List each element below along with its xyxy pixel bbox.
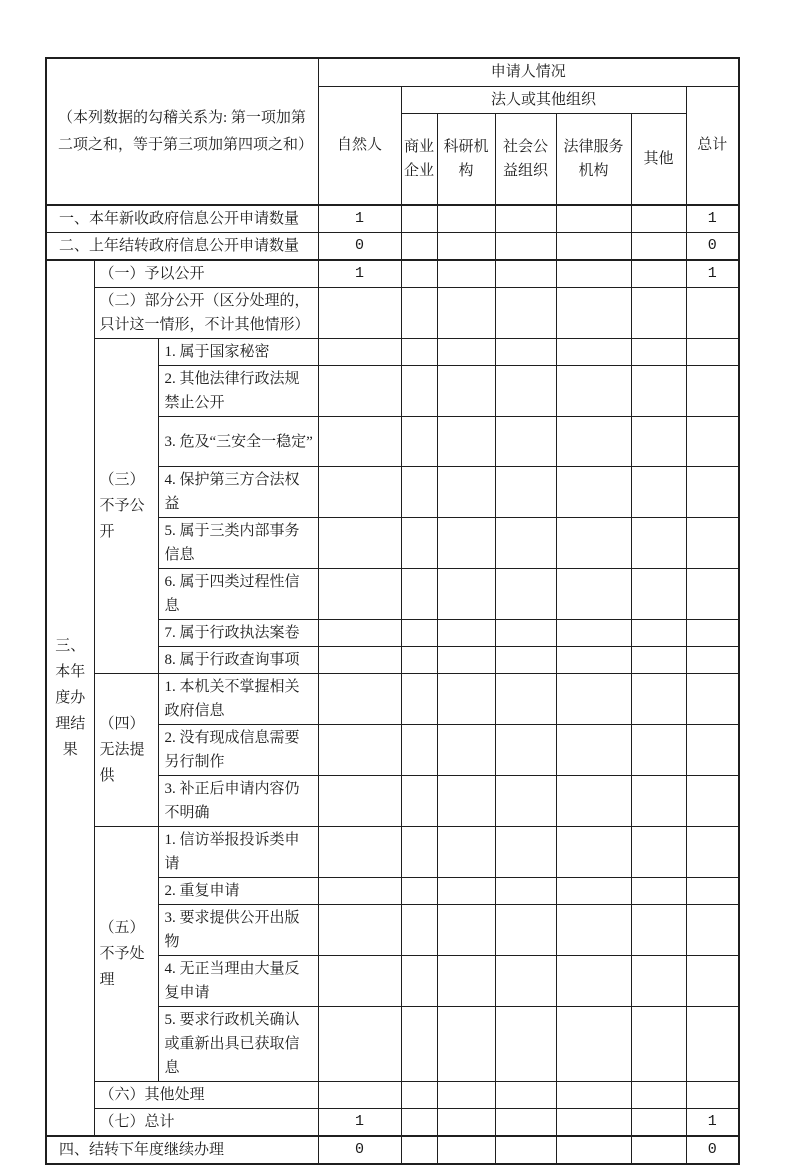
table-row [46,205,739,233]
header-legal-service: 法律服务机构 [556,113,631,205]
row-label: （七）总计 [94,1109,318,1137]
value-commercial [401,1109,437,1137]
value-research [437,1136,495,1164]
empty-cell [401,417,437,467]
table-row [46,1136,739,1164]
value-research [437,233,495,261]
row-label: 6. 属于四类过程性信息 [158,569,318,620]
table-row [46,674,739,725]
value-commercial [401,1136,437,1164]
row-label: 1. 属于国家秘密 [158,339,318,366]
row-label: 5. 属于三类内部事务信息 [158,518,318,569]
empty-cell [401,1082,437,1109]
row-label: 1. 本机关不掌握相关政府信息 [158,674,318,725]
header-legal-group: 法人或其他组织 [401,86,686,113]
empty-cell [556,725,631,776]
empty-cell [686,467,739,518]
row-label: （六）其他处理 [94,1082,318,1109]
row-label: 一、本年新收政府信息公开申请数量 [46,205,318,233]
row-label: 四、结转下年度继续办理 [46,1136,318,1164]
corner-note-cell: （本列数据的勾稽关系为: 第一项加第二项之和，等于第三项加第四项之和） [46,58,318,205]
value-legal [556,205,631,233]
empty-cell [437,956,495,1007]
empty-cell [495,569,556,620]
empty-cell [437,288,495,339]
empty-cell [556,776,631,827]
empty-cell [401,776,437,827]
empty-cell [318,905,401,956]
value-legal [556,233,631,261]
empty-cell [686,518,739,569]
empty-cell [631,339,686,366]
value-commercial [401,233,437,261]
empty-cell [437,878,495,905]
empty-cell [318,674,401,725]
value-other [631,205,686,233]
empty-cell [495,776,556,827]
row-label: 1. 信访举报投诉类申请 [158,827,318,878]
header-research: 科研机构 [437,113,495,205]
empty-cell [318,467,401,518]
empty-cell [495,417,556,467]
empty-cell [318,366,401,417]
empty-cell [556,366,631,417]
empty-cell [437,620,495,647]
empty-cell [437,1007,495,1082]
empty-cell [686,620,739,647]
empty-cell [495,467,556,518]
empty-cell [318,288,401,339]
header-applicant-group: 申请人情况 [318,58,739,86]
empty-cell [318,620,401,647]
header-total: 总计 [686,86,739,205]
empty-cell [401,647,437,674]
value-total: 1 [686,260,739,288]
empty-cell [686,905,739,956]
empty-cell [631,620,686,647]
empty-cell [686,878,739,905]
empty-cell [437,339,495,366]
empty-cell [437,467,495,518]
empty-cell [318,776,401,827]
empty-cell [686,569,739,620]
empty-cell [495,366,556,417]
empty-cell [556,620,631,647]
empty-cell [495,827,556,878]
empty-cell [631,1082,686,1109]
empty-cell [437,518,495,569]
empty-cell [631,518,686,569]
value-commercial [401,260,437,288]
value-natural: 1 [318,260,401,288]
empty-cell [437,647,495,674]
empty-cell [556,467,631,518]
value-social [495,260,556,288]
empty-cell [556,288,631,339]
empty-cell [631,1007,686,1082]
empty-cell [437,674,495,725]
empty-cell [318,417,401,467]
empty-cell [437,776,495,827]
empty-cell [318,725,401,776]
header-natural-person: 自然人 [318,86,401,205]
empty-cell [631,366,686,417]
empty-cell [495,620,556,647]
empty-cell [686,956,739,1007]
value-other [631,233,686,261]
row-label: 4. 无正当理由大量反复申请 [158,956,318,1007]
empty-cell [401,288,437,339]
value-other [631,260,686,288]
empty-cell [437,827,495,878]
empty-cell [631,288,686,339]
value-other [631,1109,686,1137]
empty-cell [556,674,631,725]
empty-cell [318,569,401,620]
empty-cell [401,725,437,776]
empty-cell [401,878,437,905]
header-social: 社会公益组织 [495,113,556,205]
value-total: 0 [686,233,739,261]
empty-cell [556,905,631,956]
empty-cell [495,956,556,1007]
empty-cell [318,647,401,674]
empty-cell [686,827,739,878]
empty-cell [495,339,556,366]
value-natural: 1 [318,205,401,233]
empty-cell [401,569,437,620]
empty-cell [686,647,739,674]
value-natural: 0 [318,233,401,261]
empty-cell [631,647,686,674]
empty-cell [318,1082,401,1109]
empty-cell [631,905,686,956]
empty-cell [556,827,631,878]
empty-cell [686,1007,739,1082]
empty-cell [495,518,556,569]
table-row [46,58,739,86]
empty-cell [437,366,495,417]
empty-cell [686,366,739,417]
empty-cell [631,956,686,1007]
empty-cell [631,569,686,620]
empty-cell [556,518,631,569]
table-row [46,1082,739,1109]
empty-cell [401,905,437,956]
value-legal [556,1109,631,1137]
empty-cell [495,878,556,905]
value-research [437,1109,495,1137]
row-label: 2. 重复申请 [158,878,318,905]
value-natural: 1 [318,1109,401,1137]
empty-cell [631,674,686,725]
row-label: 3. 要求提供公开出版物 [158,905,318,956]
empty-cell [631,776,686,827]
row-label: （一）予以公开 [94,260,318,288]
table-row [46,260,739,288]
empty-cell [437,905,495,956]
empty-cell [318,339,401,366]
row-label: 2. 其他法律行政法规禁止公开 [158,366,318,417]
empty-cell [631,467,686,518]
value-commercial [401,205,437,233]
value-natural: 0 [318,1136,401,1164]
section3-label-cell: 三、本年度办理结果 [46,260,94,1136]
value-research [437,260,495,288]
empty-cell [401,620,437,647]
empty-cell [631,417,686,467]
empty-cell [686,339,739,366]
empty-cell [556,1007,631,1082]
empty-cell [495,905,556,956]
empty-cell [686,288,739,339]
empty-cell [401,467,437,518]
value-total: 1 [686,1109,739,1137]
empty-cell [401,518,437,569]
empty-cell [556,647,631,674]
empty-cell [556,1082,631,1109]
empty-cell [631,878,686,905]
empty-cell [556,417,631,467]
empty-cell [495,1007,556,1082]
empty-cell [437,1082,495,1109]
empty-cell [631,725,686,776]
row-label: 8. 属于行政查询事项 [158,647,318,674]
empty-cell [556,569,631,620]
unable-group-label: （四）无法提供 [94,674,158,827]
row-label: （二）部分公开（区分处理的，只计这一情形，不计其他情形） [94,288,318,339]
value-legal [556,260,631,288]
row-label: 二、上年结转政府信息公开申请数量 [46,233,318,261]
empty-cell [556,878,631,905]
not-processed-group-label: （五）不予处理 [94,827,158,1082]
value-total: 1 [686,205,739,233]
empty-cell [318,878,401,905]
row-label: 4. 保护第三方合法权益 [158,467,318,518]
empty-cell [437,725,495,776]
empty-cell [686,674,739,725]
row-label: 3. 危及“三安全一稳定” [158,417,318,467]
empty-cell [686,1082,739,1109]
value-legal [556,1136,631,1164]
value-research [437,205,495,233]
empty-cell [631,827,686,878]
empty-cell [401,339,437,366]
empty-cell [401,1007,437,1082]
table-row [46,827,739,878]
table-row [46,233,739,261]
row-label: 5. 要求行政机关确认或重新出具已获取信息 [158,1007,318,1082]
empty-cell [495,647,556,674]
empty-cell [401,366,437,417]
table-row [46,1109,739,1137]
empty-cell [495,288,556,339]
empty-cell [686,725,739,776]
empty-cell [318,518,401,569]
empty-cell [318,827,401,878]
value-other [631,1136,686,1164]
empty-cell [686,417,739,467]
value-social [495,233,556,261]
row-label: 2. 没有现成信息需要另行制作 [158,725,318,776]
empty-cell [401,674,437,725]
empty-cell [401,956,437,1007]
empty-cell [686,776,739,827]
empty-cell [401,827,437,878]
empty-cell [318,956,401,1007]
row-label: 7. 属于行政执法案卷 [158,620,318,647]
empty-cell [437,417,495,467]
empty-cell [556,956,631,1007]
empty-cell [495,1082,556,1109]
empty-cell [437,569,495,620]
empty-cell [495,725,556,776]
empty-cell [318,1007,401,1082]
table-row [46,339,739,366]
empty-cell [495,674,556,725]
table-row [46,288,739,339]
header-commercial: 商业企业 [401,113,437,205]
row-label: 3. 补正后申请内容仍不明确 [158,776,318,827]
denied-group-label: （三）不予公开 [94,339,158,674]
value-social [495,1109,556,1137]
header-other: 其他 [631,113,686,205]
disclosure-application-table [45,57,740,1165]
value-total: 0 [686,1136,739,1164]
value-social [495,1136,556,1164]
empty-cell [556,339,631,366]
value-social [495,205,556,233]
